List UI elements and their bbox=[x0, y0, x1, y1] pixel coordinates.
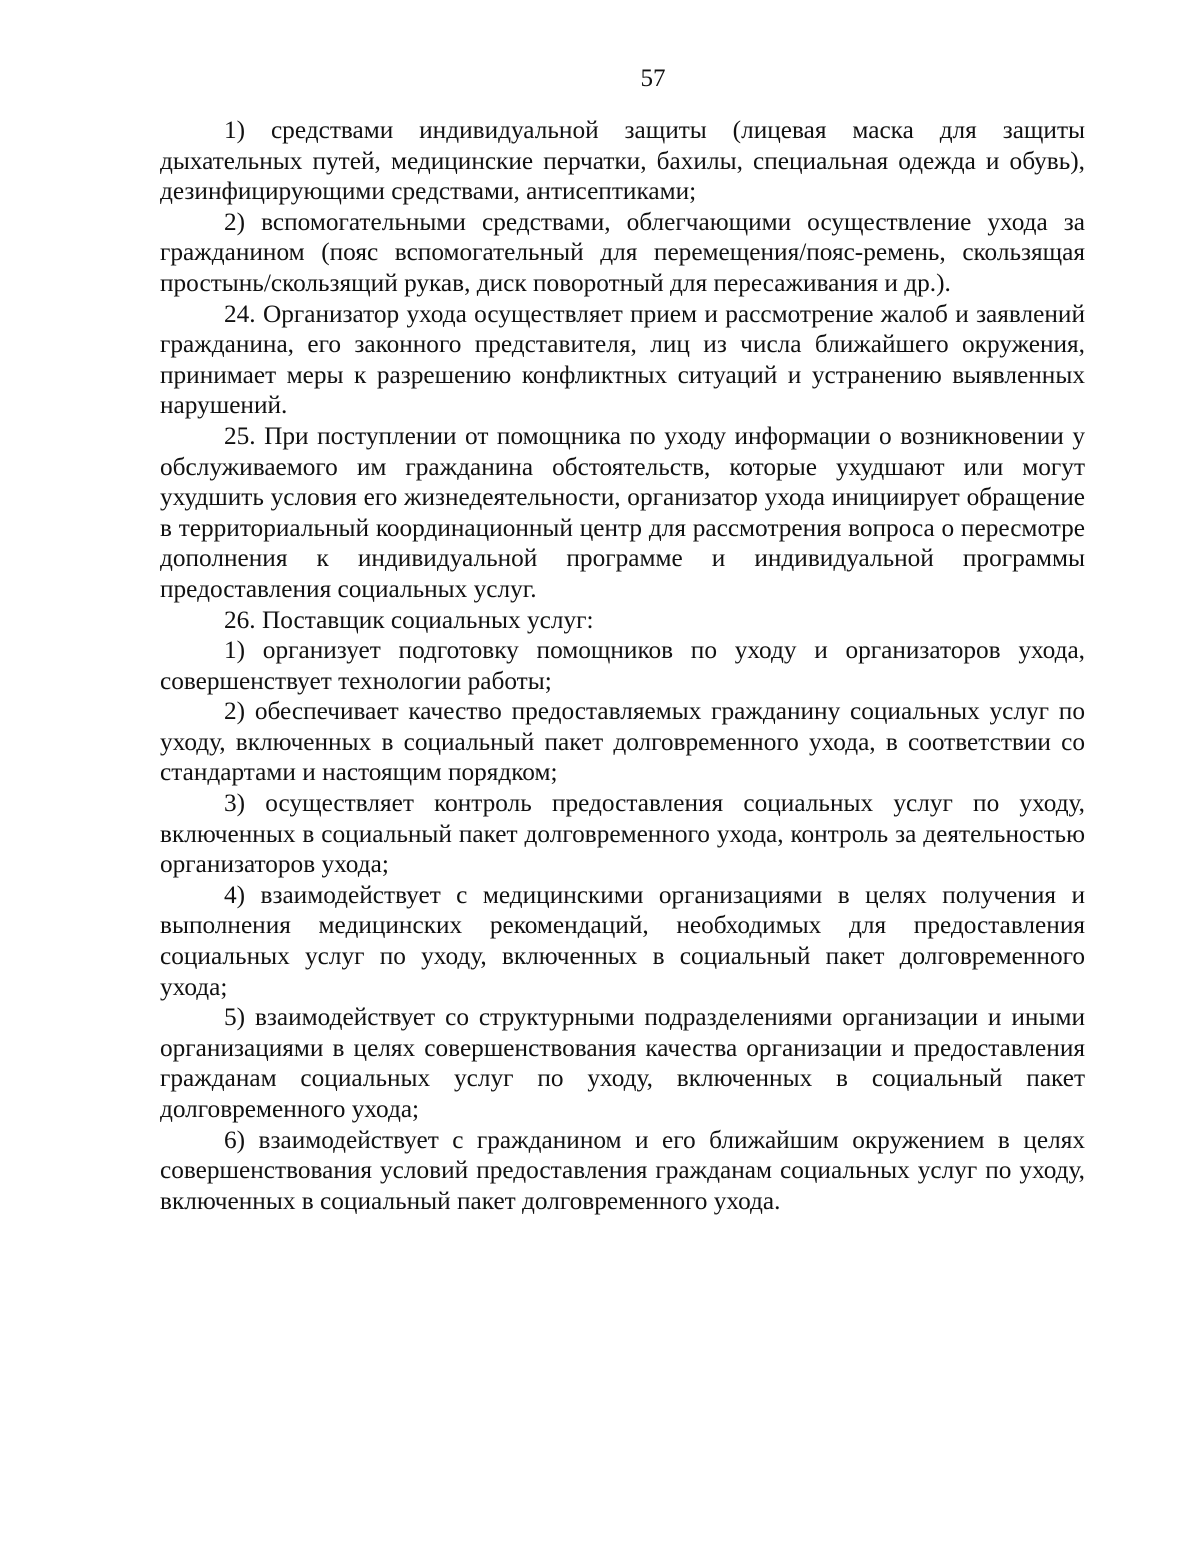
paragraph-clause-26-item-5: 5) взаимодействует со структурными подразделениями организации и иными организациями в целях совершенствования качества организации и предоставления гражданам социальных услуг по уходу, включенных в социальный пакет долговременного ухода; bbox=[160, 1003, 1085, 1123]
document-body bbox=[160, 115, 1085, 1216]
paragraph-clause-26-item-1: 1) организует подготовку помощников по уходу и организаторов ухода, совершенствует технологии работы; bbox=[160, 636, 1085, 695]
paragraph-item-2-auxiliary-means: 2) вспомогательными средствами, облегчающими осуществление ухода за гражданином (пояс вспомогательный для перемещения/пояс-ремень, скользящая простынь/скользящий рукав, диск поворотный для пересаживания и др.). bbox=[160, 207, 1085, 297]
paragraph-clause-26-item-2: 2) обеспечивает качество предоставляемых гражданину социальных услуг по уходу, включенных в социальный пакет долговременного ухода, в соответствии со стандартами и настоящим порядком; bbox=[160, 697, 1085, 787]
paragraph-clause-24: 24. Организатор ухода осуществляет прием и рассмотрение жалоб и заявлений гражданина, его законного представителя, лиц из числа ближайшего окружения, принимает меры к разрешению конфликтных ситуаций и устранению выявленных нарушений. bbox=[160, 299, 1085, 420]
paragraph-clause-26-heading: 26. Поставщик социальных услуг: bbox=[224, 605, 594, 634]
paragraph-clause-26-item-3: 3) осуществляет контроль предоставления социальных услуг по уходу, включенных в социальный пакет долговременного ухода, контроль за деятельностью организаторов ухода; bbox=[160, 789, 1085, 879]
page-number: 57 bbox=[640, 65, 666, 92]
paragraph-item-1-protective-equipment: 1) средствами индивидуальной защиты (лицевая маска для защиты дыхательных путей, медицинские перчатки, бахилы, специальная одежда и обувь), дезинфицирующими средствами, антисептиками; bbox=[160, 116, 1085, 206]
paragraph-clause-25: 25. При поступлении от помощника по уходу информации о возникновении у обслуживаемого им гражданина обстоятельств, которые ухудшают или могут ухудшить условия его жизнедеятельности, организатор ухода инициирует обращение в территориальный координационный центр для рассмотрения вопроса о пересмотре дополнения к индивидуальной программе и индивидуальной программы предоставления социальных услуг. bbox=[160, 421, 1085, 603]
paragraph-clause-26-item-6: 6) взаимодействует с гражданином и его ближайшим окружением в целях совершенствования условий предоставления гражданам социальных услуг по уходу, включенных в социальный пакет долговременного ухода. bbox=[160, 1125, 1085, 1215]
paragraph-clause-26-item-4: 4) взаимодействует с медицинскими организациями в целях получения и выполнения медицинских рекомендаций, необходимых для предоставления социальных услуг по уходу, включенных в социальный пакет долговременного ухода; bbox=[160, 880, 1085, 1001]
